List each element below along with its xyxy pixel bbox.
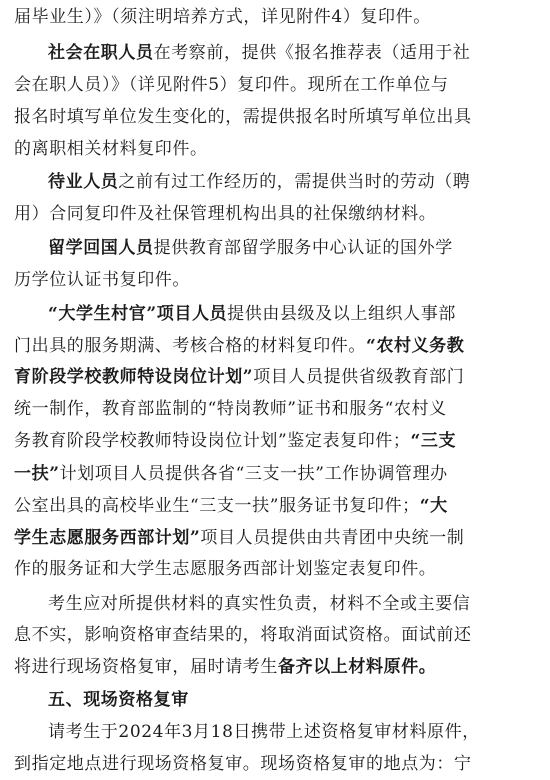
text-segment: 提供教育部留学服务中心认证的国外学 bbox=[153, 238, 453, 258]
text-segment: 项目人员提供由共青团中央统一制 bbox=[200, 528, 465, 548]
bold-text-segment: 社会在职人员 bbox=[48, 43, 154, 63]
text-line bbox=[48, 232, 536, 264]
text-segment: 之前有过工作经历的，需提供当时的劳动（聘 bbox=[118, 172, 471, 192]
text-line bbox=[14, 651, 536, 683]
text-segment: 公室出具的高校毕业生“三支一扶”服务证书复印件； bbox=[14, 496, 420, 516]
text-line bbox=[14, 748, 536, 780]
text-segment: 请考生于2024年3月18日携带上述资格复审材料原件， bbox=[48, 722, 480, 742]
bold-text-segment: 待业人员 bbox=[48, 172, 119, 192]
text-segment: 会在职人员）》（详见附件5）复印件。现所在工作单位与 bbox=[14, 75, 449, 95]
text-line bbox=[14, 264, 536, 296]
text-line bbox=[14, 522, 536, 554]
text-line bbox=[48, 298, 536, 330]
text-line bbox=[48, 716, 536, 748]
text-segment: 务教育阶段学校教师特设岗位计划”鉴定表复印件； bbox=[14, 431, 411, 451]
text-line bbox=[48, 166, 536, 198]
text-segment: 将进行现场资格复审，届时请考生 bbox=[14, 657, 278, 677]
bold-text-segment: 育阶段学校教师特设岗位计划” bbox=[14, 367, 254, 387]
text-line bbox=[14, 393, 536, 425]
text-line bbox=[14, 69, 536, 101]
text-segment: 息不实，影响资格审查结果的，将取消面试资格。面试前还 bbox=[14, 625, 472, 645]
section-heading bbox=[48, 684, 536, 716]
text-line bbox=[14, 330, 536, 362]
text-segment: 提供由县级及以上组织人事部 bbox=[227, 304, 456, 324]
text-segment: 届毕业生）》（须注明培养方式，详见附件4）复印件。 bbox=[14, 7, 431, 27]
text-segment: 门出具的服务期满、考核合格的材料复印件。 bbox=[14, 336, 366, 356]
bold-text-segment: 备齐以上材料原件。 bbox=[278, 657, 437, 677]
text-line bbox=[14, 198, 536, 230]
bold-text-segment: “大 bbox=[419, 496, 448, 516]
text-segment: 报名时填写单位发生变化的，需提供报名时所填写单位出具 bbox=[14, 107, 472, 127]
bold-text-segment: “农村义务教 bbox=[366, 336, 465, 356]
text-segment: 的离职相关材料复印件。 bbox=[14, 139, 208, 159]
bold-text-segment: 留学回国人员 bbox=[48, 238, 154, 258]
text-segment: 历学位认证书复印件。 bbox=[14, 270, 190, 290]
text-line bbox=[14, 425, 536, 457]
text-segment: 作的服务证和大学生志愿服务西部计划鉴定表复印件。 bbox=[14, 559, 437, 579]
bold-text-segment: “三支 bbox=[410, 431, 457, 451]
text-segment: 到指定地点进行现场资格复审。现场资格复审的地点为：宁 bbox=[14, 754, 472, 774]
text-segment: 项目人员提供省级教育部门 bbox=[253, 367, 465, 387]
text-line bbox=[14, 458, 536, 490]
text-line bbox=[14, 133, 536, 165]
text-line bbox=[14, 101, 536, 133]
text-line bbox=[14, 361, 536, 393]
text-line bbox=[14, 619, 536, 651]
text-segment: 在考察前，提供《报名推荐表（适用于社 bbox=[153, 43, 471, 63]
text-line bbox=[14, 490, 536, 522]
text-line bbox=[48, 588, 536, 620]
text-segment: 用）合同复印件及社保管理机构出具的社保缴纳材料。 bbox=[14, 204, 437, 224]
text-line bbox=[48, 37, 536, 69]
text-segment: 统一制作，教育部监制的“特岗教师”证书和服务“农村义 bbox=[14, 399, 447, 419]
bold-text-segment: “大学生村官”项目人员 bbox=[48, 304, 228, 324]
bold-text-segment: 五、现场资格复审 bbox=[48, 690, 189, 710]
bold-text-segment: 学生志愿服务西部计划” bbox=[14, 528, 201, 548]
text-segment: 计划项目人员提供各省“三支一扶”工作协调管理办 bbox=[59, 464, 448, 484]
text-line bbox=[14, 553, 536, 585]
text-line bbox=[14, 1, 536, 33]
bold-text-segment: 一扶” bbox=[14, 464, 60, 484]
text-segment: 考生应对所提供材料的真实性负责，材料不全或主要信 bbox=[48, 594, 471, 614]
